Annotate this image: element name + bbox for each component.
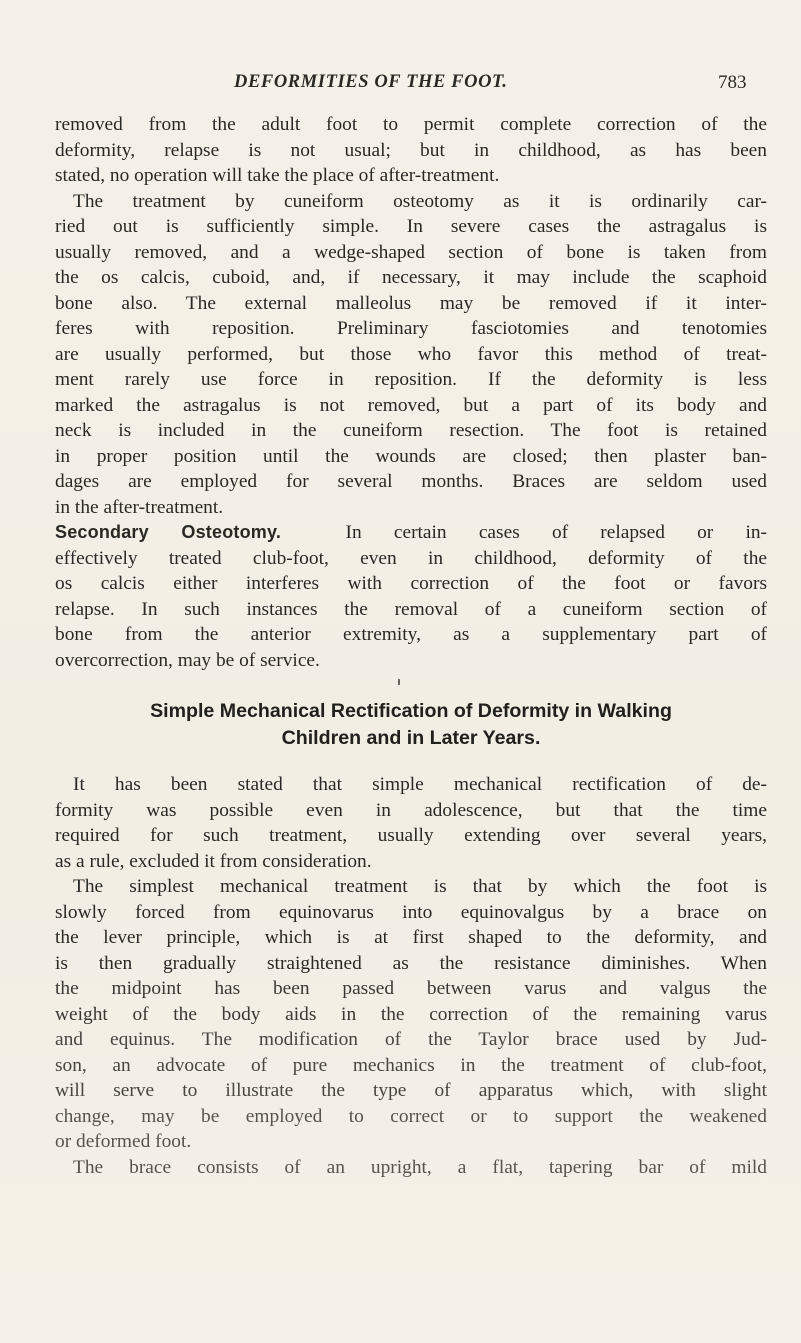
text-line: the lever principle, which is at first shaped to the deformity, and	[55, 927, 767, 948]
paragraph-mechanical-rectification	[55, 772, 767, 874]
text-line: slowly forced from equinovarus into equinovalgus by a brace on	[55, 901, 767, 923]
text-line: effectively treated club-foot, even in childhood, deformity of the	[55, 547, 767, 569]
text-line: bone also. The external malleolus may be removed if it inter-	[55, 292, 767, 314]
text-line: neck is included in the cuneiform resection. The foot is retained	[55, 420, 767, 441]
text-line: usually removed, and a wedge-shaped section of bone is taken from	[55, 241, 767, 263]
text-line: weight of the body aids in the correction of the remaining varus	[55, 1003, 767, 1025]
text-line: ried out is sufficiently simple. In severe cases the astragalus is	[55, 216, 767, 237]
text-line: The treatment by cuneiform osteotomy as it is ordinarily car-	[73, 190, 767, 212]
text-line: dages are employed for several months. Braces are seldom used	[55, 471, 767, 492]
text-line: formity was possible even in adolescence, but that the time	[55, 799, 767, 821]
text-line: feres with reposition. Preliminary fasciotomies and tenotomies	[55, 318, 767, 339]
heading-spacing	[55, 752, 767, 772]
text-line: The brace consists of an upright, a flat, tapering bar of mild	[73, 1156, 767, 1178]
text-line: removed from the adult foot to permit complete correction of the	[55, 114, 767, 135]
text-line: the midpoint has been passed between varus and valgus the	[55, 978, 767, 999]
print-speck-mark	[398, 679, 400, 685]
text-line: is then gradually straightened as the resistance diminishes. When	[55, 952, 767, 974]
run-in-line-rest: In certain cases of relapsed or in-	[345, 522, 768, 543]
print-speck	[55, 673, 767, 698]
paragraph-brace-description	[55, 1155, 767, 1181]
text-line: marked the astragalus is not removed, but a part of its body and	[55, 394, 767, 416]
text-line: the os calcis, cuboid, and, if necessary, it may include the scaphoid	[55, 267, 767, 288]
run-in-heading: Secondary Osteotomy.	[55, 522, 282, 542]
section-heading-line: Children and in Later Years.	[281, 727, 541, 749]
page-number: 783	[718, 72, 747, 93]
text-line: os calcis either interferes with correction of the foot or favors	[55, 573, 767, 594]
text-line: in the after-treatment.	[55, 496, 224, 518]
text-line: change, may be employed to correct or to support the weakened	[55, 1105, 767, 1127]
text-line: ment rarely use force in reposition. If the deformity is less	[55, 369, 767, 390]
text-line: stated, no operation will take the place of after-treatment.	[55, 165, 500, 186]
text-line: son, an advocate of pure mechanics in the treatment of club-foot,	[55, 1054, 767, 1076]
text-line: will serve to illustrate the type of apparatus which, with slight	[55, 1080, 767, 1101]
section-heading-line: Simple Mechanical Rectification of Deformity in Walking	[150, 700, 672, 722]
paragraph-secondary-osteotomy	[55, 520, 767, 673]
text-line: required for such treatment, usually extending over several years,	[55, 825, 767, 846]
text-line: The simplest mechanical treatment is that by which the foot is	[73, 876, 767, 897]
text-line: in proper position until the wounds are closed; then plaster ban-	[55, 445, 767, 467]
paragraph-cuneiform-osteotomy	[55, 189, 767, 521]
text-line: as a rule, excluded it from consideration.	[55, 850, 372, 872]
text-line: are usually performed, but those who favor this method of treat-	[55, 343, 767, 365]
body-text	[55, 112, 767, 1180]
running-title: DEFORMITIES OF THE FOOT.	[234, 72, 508, 92]
text-line: and equinus. The modification of the Taylor brace used by Jud-	[55, 1029, 767, 1050]
text-line: overcorrection, may be of service.	[55, 649, 320, 671]
paragraph-continuation	[55, 112, 767, 189]
section-heading	[55, 698, 767, 752]
text-line-with-run-in	[55, 520, 767, 546]
text-line: relapse. In such instances the removal of a cuneiform section of	[55, 598, 767, 620]
text-line: deformity, relapse is not usual; but in childhood, as has been	[55, 139, 767, 161]
text-line: It has been stated that simple mechanical rectification of de-	[73, 774, 767, 795]
text-line: bone from the anterior extremity, as a supplementary part of	[55, 624, 767, 645]
running-head	[0, 72, 801, 102]
paragraph-simplest-treatment	[55, 874, 767, 1155]
text-line: or deformed foot.	[55, 1131, 192, 1152]
